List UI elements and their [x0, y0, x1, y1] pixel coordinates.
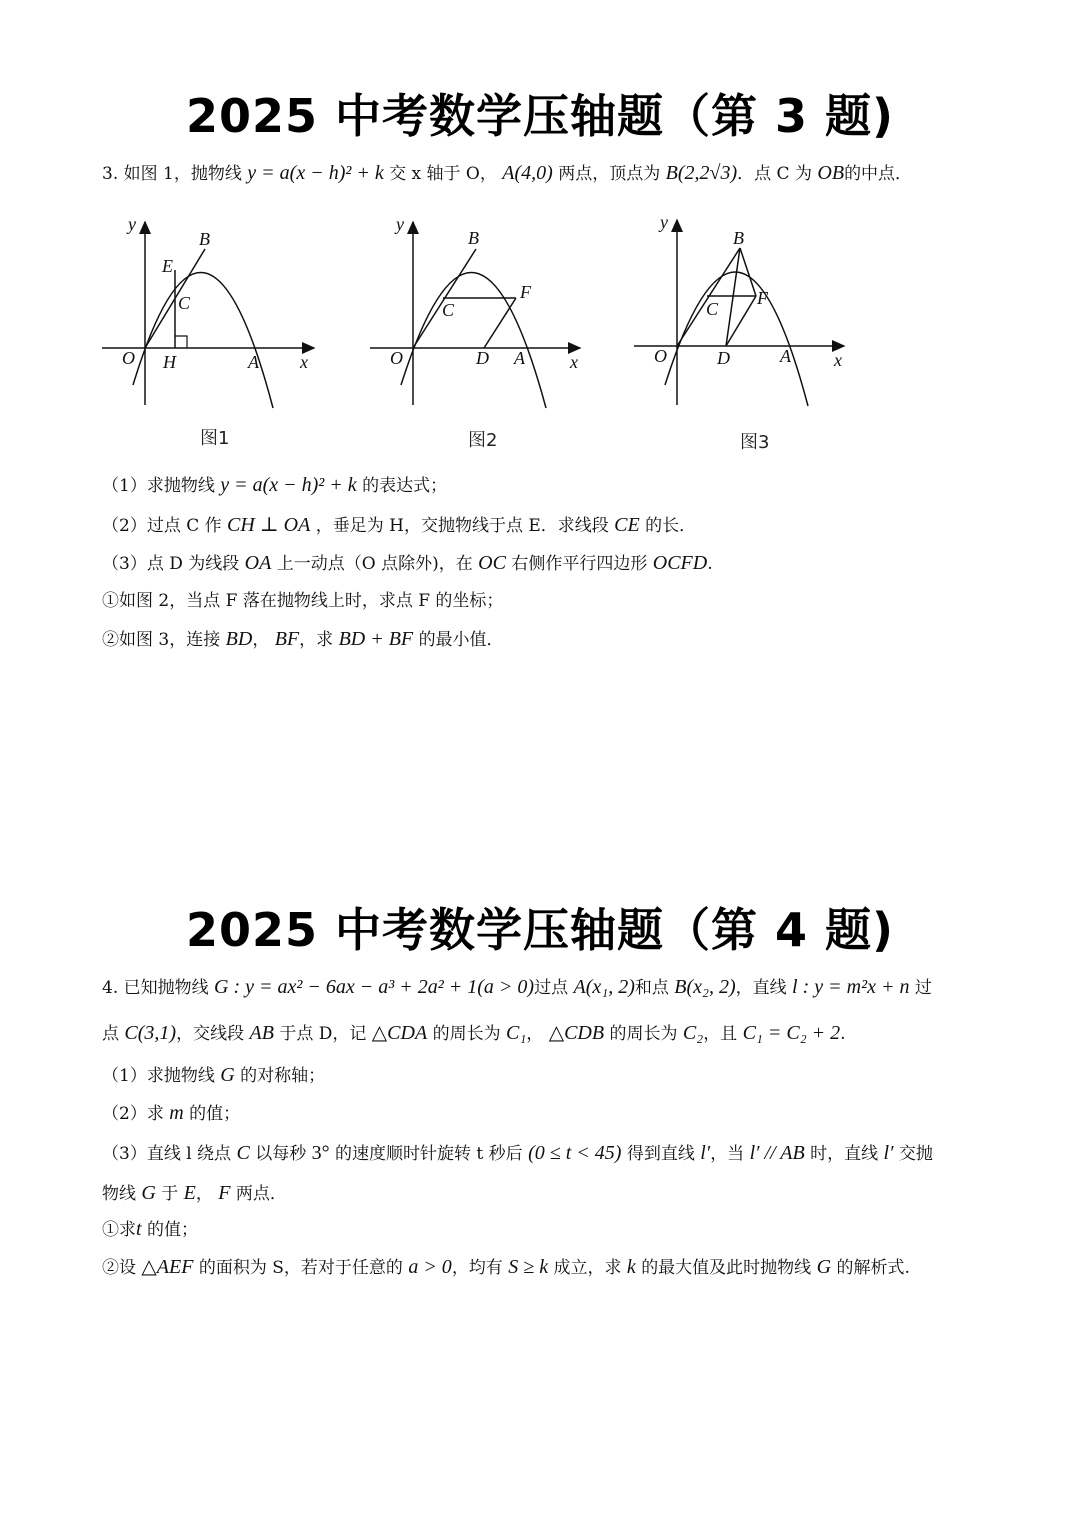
triangle-aef: △AEF: [141, 1256, 194, 1278]
label-y: y: [396, 214, 404, 234]
segment-ob: [677, 248, 740, 346]
line-l-equation: l : y = m²x + n: [792, 976, 910, 998]
segment-bd: BD: [225, 628, 253, 650]
segment-ce: CE: [614, 514, 640, 536]
segment-ab: AB: [249, 1022, 274, 1044]
inequality-s-k: S ≥ k: [508, 1256, 549, 1278]
perimeter-relation: C₁ = C₂ + 2: [742, 1022, 841, 1044]
problem-3-question-2: （2）过点 C 作 CH ⊥ OA ，垂足为 H，交抛物线于点 E．求线段 CE 的长．: [102, 514, 697, 536]
problem-number: 4.: [102, 978, 119, 998]
right-angle-mark: [175, 336, 187, 348]
parabola: [133, 272, 273, 408]
perpendicular-ch-oa: CH ⊥ OA: [227, 514, 311, 536]
label-x: x: [834, 350, 842, 370]
parabola-g-equation: G : y = ax² − 6ax − a³ + 2a² + 1(a > 0): [214, 976, 535, 998]
label-a: A: [248, 352, 259, 372]
label-b: B: [199, 229, 210, 249]
problem-3-title: 2025 中考数学压轴题（第 3 题): [185, 89, 895, 143]
label-d: D: [717, 348, 730, 368]
label-o: O: [122, 348, 135, 368]
problem-4-question-3b: ②设 △AEF 的面积为 S，若对于任意的 a > 0，均有 S ≥ k 成立，求 k 的最大值及此时抛物线 G 的解析式.: [102, 1256, 910, 1278]
time-range: (0 ≤ t < 45): [528, 1142, 622, 1164]
segment-bf: BF: [274, 628, 300, 650]
point-a: A(x₁, 2): [573, 976, 635, 998]
problem-4-question-3: （3）直线 l 绕点 C 以每秒 3° 的速度顺时针旋转 t 秒后 (0 ≤ t < 45) 得到直线 l′，当 l′ // AB 时，直线 l′ 交抛: [102, 1142, 933, 1164]
label-y: y: [128, 214, 136, 234]
figure-2: [366, 210, 598, 410]
problem-4-question-2: （2）求 m 的值；: [102, 1102, 241, 1124]
label-c: C: [178, 293, 191, 313]
figure-3: [630, 210, 862, 410]
parallel-condition: l′ // AB: [749, 1142, 805, 1164]
figure-3-caption: 图3: [740, 432, 770, 453]
parabola: [665, 272, 808, 406]
problem-3-question-3: （3）点 D 为线段 OA 上一动点（O 点除外)，在 OC 右侧作平行四边形 OCFD.: [102, 552, 713, 574]
segment-fd: [726, 296, 756, 346]
segment-ob: OB: [817, 162, 845, 184]
perimeter-c2: C₂: [682, 1022, 704, 1044]
sum-bd-bf: BD + BF: [338, 628, 414, 650]
triangle-cdb: △CDB: [548, 1022, 605, 1044]
label-o: O: [654, 346, 667, 366]
problem-4-line-1: 4. 已知抛物线 G : y = ax² − 6ax − a³ + 2a² + 1(a > 0)过点 A(x₁, 2)和点 B(x₂, 2)，直线 l : y = m²x + n 过: [102, 976, 932, 998]
label-d: D: [476, 348, 489, 368]
point-b: B(2,2√3): [665, 162, 738, 184]
label-a: A: [514, 348, 525, 368]
label-x: x: [570, 352, 578, 372]
label-a: A: [780, 346, 791, 366]
label-b: B: [468, 228, 479, 248]
problem-number: 3.: [102, 164, 119, 184]
label-b: B: [733, 228, 744, 248]
label-x: x: [300, 352, 308, 372]
problem-3-question-3b: ②如图 3，连接 BD， BF，求 BD + BF 的最小值．: [102, 628, 504, 650]
point-b: B(x₂, 2): [674, 976, 736, 998]
label-c: C: [706, 299, 719, 319]
problem-4-line-2: 点 C(3,1)，交线段 AB 于点 D，记 △CDA 的周长为 C₁， △CDB 的周长为 C₂，且 C₁ = C₂ + 2.: [102, 1022, 846, 1044]
segment-oa: OA: [244, 552, 272, 574]
problem-4-title: 2025 中考数学压轴题（第 4 题): [185, 903, 895, 957]
segment-oc: OC: [478, 552, 506, 574]
problem-4-question-1: （1）求抛物线 G 的对称轴；: [102, 1064, 326, 1086]
figure-1: [98, 210, 330, 410]
triangle-cda: △CDA: [371, 1022, 428, 1044]
problem-4-question-3a: ①求t 的值；: [102, 1218, 198, 1240]
point-c: C(3,1): [124, 1022, 177, 1044]
problem-4-question-3-cont: 物线 G 于 E， F 两点．: [102, 1182, 287, 1204]
parallelogram-ocfd: OCFD: [652, 552, 708, 574]
point-a: A(4,0): [502, 162, 553, 184]
label-y: y: [660, 212, 668, 232]
segment-fd: [484, 298, 516, 348]
label-f: F: [520, 282, 531, 302]
figure-2-caption: 图2: [468, 430, 498, 451]
problem-3-intro: 3. 如图 1，抛物线 y = a(x − h)² + k 交 x 轴于 O， A(4,0) 两点，顶点为 B(2,2√3)．点 C 为 OB的中点．: [102, 162, 913, 184]
parabola-equation: y = a(x − h)² + k: [220, 474, 357, 496]
problem-3-question-3a: ①如图 2，当点 F 落在抛物线上时，求点 F 的坐标；: [102, 591, 504, 611]
segment-bf: [740, 248, 756, 296]
figure-1-caption: 图1: [200, 428, 230, 449]
segment-bd: [726, 248, 740, 346]
label-c: C: [442, 300, 455, 320]
label-e: E: [162, 256, 173, 276]
parabola-equation: y = a(x − h)² + k: [247, 162, 384, 184]
label-h: H: [163, 352, 176, 372]
problem-3-question-1: （1）求抛物线 y = a(x − h)² + k 的表达式；: [102, 474, 448, 496]
rotation-rate: 3°: [311, 1142, 330, 1164]
perimeter-c1: C₁: [505, 1022, 527, 1044]
label-f: F: [757, 288, 768, 308]
label-o: O: [390, 348, 403, 368]
